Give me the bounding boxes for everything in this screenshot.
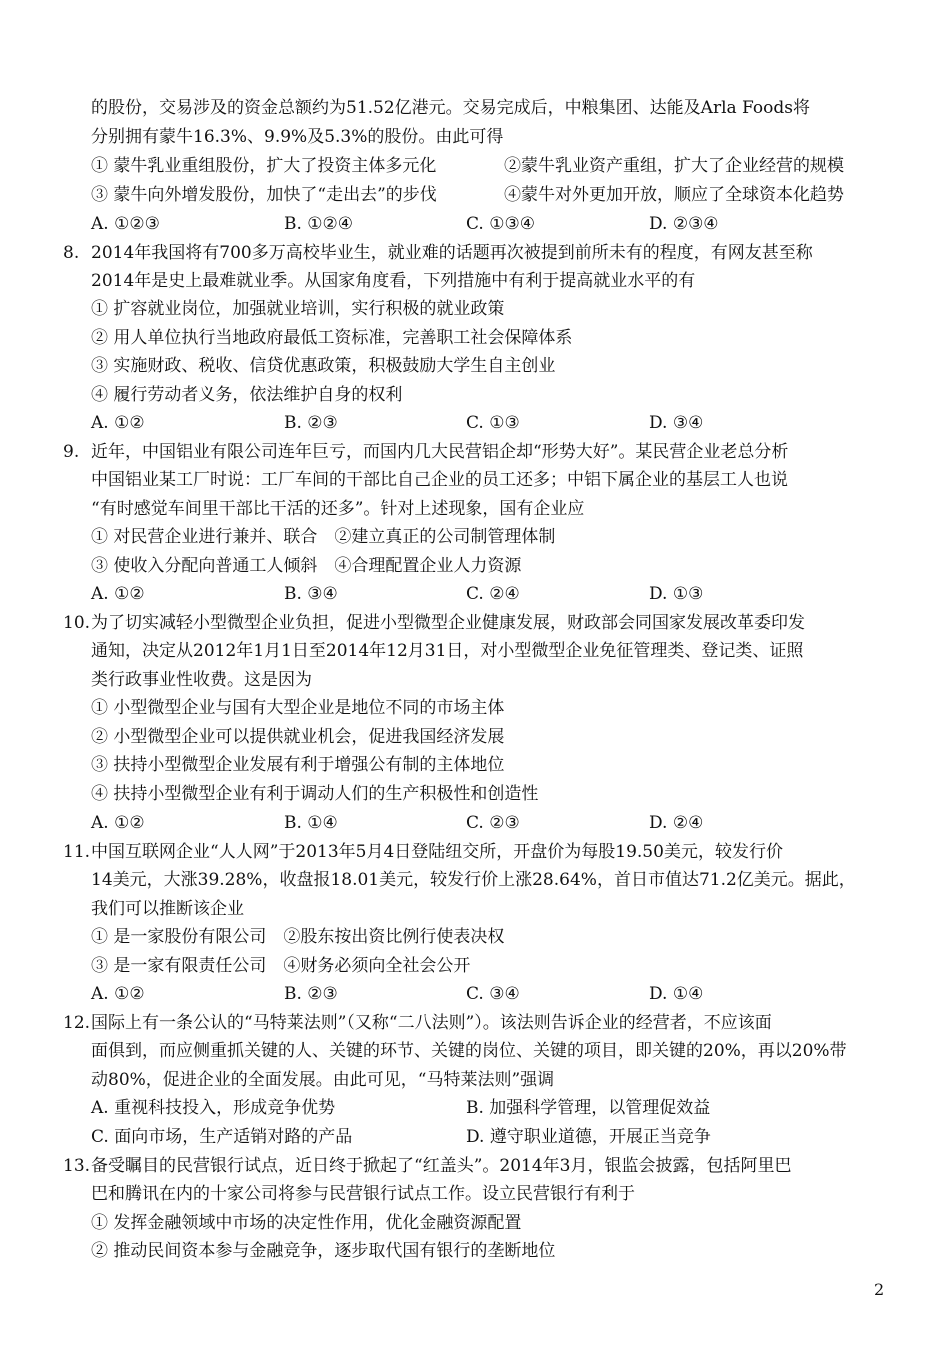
q7-option-a: A. ①②③ xyxy=(91,214,160,234)
q13-line-2: 巴和腾讯在内的十家公司将参与民营银行试点工作。设立民营银行有利于 xyxy=(91,1184,635,1204)
q7-item-4: ④蒙牛对外更加开放，顺应了全球资本化趋势 xyxy=(504,185,844,205)
q8-item-2: ② 用人单位执行当地政府最低工资标准，完善职工社会保障体系 xyxy=(91,328,573,348)
q12-line-3: 动80%，促进企业的全面发展。由此可见，“马特莱法则”强调 xyxy=(91,1070,555,1090)
q8-option-a: A. ①② xyxy=(91,413,145,433)
q12-line-1: 国际上有一条公认的“马特莱法则”（又称“二八法则”）。该法则告诉企业的经营者，不应该面 xyxy=(91,1013,772,1033)
q11-line-1: 中国互联网企业“人人网”于2013年5月4日登陆纽交所，开盘价为每股19.50美元，较发行价 xyxy=(91,842,783,862)
q12-option-d: D. 遵守职业道德，开展正当竞争 xyxy=(466,1127,711,1147)
q8-number: 8. xyxy=(63,243,80,263)
q8-line-2: 2014年是史上最难就业季。从国家角度看，下列措施中有利于提高就业水平的有 xyxy=(91,271,696,291)
q12-number: 12. xyxy=(63,1013,91,1033)
q11-option-a: A. ①② xyxy=(91,984,145,1004)
q9-option-a: A. ①② xyxy=(91,584,145,604)
q10-line-2: 通知，决定从2012年1月1日至2014年12月31日，对小型微型企业免征管理类、登记类、证照 xyxy=(91,641,804,661)
q7-option-c: C. ①③④ xyxy=(466,214,535,234)
q11-line-2: 14美元，大涨39.28%，收盘报18.01美元，较发行价上涨28.64%，首日市值达71.2亿美元。据此， xyxy=(91,870,856,890)
q7-item-2: ②蒙牛乳业资产重组，扩大了企业经营的规模 xyxy=(504,156,844,176)
q10-option-b: B. ①④ xyxy=(284,813,338,833)
q13-line-1: 备受瞩目的民营银行试点，近日终于掀起了“红盖头”。2014年3月，银监会披露，包括阿里巴 xyxy=(91,1156,792,1176)
q11-line-3: 我们可以推断该企业 xyxy=(91,899,244,919)
q11-item-row-1: ① 是一家股份有限公司 ②股东按出资比例行使表决权 xyxy=(91,927,505,947)
q13-item-1: ① 发挥金融领域中市场的决定性作用，优化金融资源配置 xyxy=(91,1213,522,1233)
q8-option-d: D. ③④ xyxy=(649,413,704,433)
q11-option-d: D. ①④ xyxy=(649,984,704,1004)
q9-option-c: C. ②④ xyxy=(466,584,520,604)
q10-number: 10. xyxy=(63,613,91,633)
q10-item-4: ④ 扶持小型微型企业有利于调动人们的生产积极性和创造性 xyxy=(91,784,539,804)
q7-option-d: D. ②③④ xyxy=(649,214,719,234)
q9-option-b: B. ③④ xyxy=(284,584,338,604)
q7-item-1: ① 蒙牛乳业重组股份，扩大了投资主体多元化 xyxy=(91,156,437,176)
q13-item-2: ② 推动民间资本参与金融竞争，逐步取代国有银行的垄断地位 xyxy=(91,1241,556,1261)
q7-item-3: ③ 蒙牛向外增发股份，加快了“走出去”的步伐 xyxy=(91,185,437,205)
page-number: 2 xyxy=(874,1280,885,1299)
q9-item-row-1: ① 对民营企业进行兼并、联合 ②建立真正的公司制管理体制 xyxy=(91,527,556,547)
q9-line-2: 中国铝业某工厂时说：工厂车间的干部比自己企业的员工还多；中铝下属企业的基层工人也说 xyxy=(91,470,788,490)
q10-line-3: 类行政事业性收费。这是因为 xyxy=(91,670,312,690)
q7-line-1: 的股份，交易涉及的资金总额约为51.52亿港元。交易完成后，中粮集团、达能及Arla Foods将 xyxy=(91,98,810,118)
q10-item-3: ③ 扶持小型微型企业发展有利于增强公有制的主体地位 xyxy=(91,755,505,775)
q9-line-3: “有时感觉车间里干部比干活的还多”。针对上述现象，国有企业应 xyxy=(91,499,585,519)
q8-line-1: 2014年我国将有700多万高校毕业生，就业难的话题再次被提到前所未有的程度，有网友甚至称 xyxy=(91,243,813,263)
q13-number: 13. xyxy=(63,1156,91,1176)
q8-item-4: ④ 履行劳动者义务，依法维护自身的权利 xyxy=(91,385,403,405)
q10-option-d: D. ②④ xyxy=(649,813,704,833)
q11-option-c: C. ③④ xyxy=(466,984,520,1004)
q10-option-c: C. ②③ xyxy=(466,813,520,833)
q10-item-1: ① 小型微型企业与国有大型企业是地位不同的市场主体 xyxy=(91,698,505,718)
q10-option-a: A. ①② xyxy=(91,813,145,833)
q7-option-b: B. ①②④ xyxy=(284,214,354,234)
q10-line-1: 为了切实减轻小型微型企业负担，促进小型微型企业健康发展，财政部会同国家发展改革委印发 xyxy=(91,613,805,633)
q10-item-2: ② 小型微型企业可以提供就业机会，促进我国经济发展 xyxy=(91,727,505,747)
q9-item-row-2: ③ 使收入分配向普通工人倾斜 ④合理配置企业人力资源 xyxy=(91,556,522,576)
q8-option-b: B. ②③ xyxy=(284,413,338,433)
q8-option-c: C. ①③ xyxy=(466,413,520,433)
q12-line-2: 面俱到，而应侧重抓关键的人、关键的环节、关键的岗位、关键的项目，即关键的20%，再以20%带 xyxy=(91,1041,847,1061)
q8-item-3: ③ 实施财政、税收、信贷优惠政策，积极鼓励大学生自主创业 xyxy=(91,356,556,376)
q9-line-1: 近年，中国铝业有限公司连年巨亏，而国内几大民营铝企却“形势大好”。某民营企业老总分析 xyxy=(91,442,789,462)
q9-number: 9. xyxy=(63,442,80,462)
q9-option-d: D. ①③ xyxy=(649,584,704,604)
q11-item-row-2: ③ 是一家有限责任公司 ④财务必须向全社会公开 xyxy=(91,956,471,976)
q12-option-b: B. 加强科学管理，以管理促效益 xyxy=(466,1098,711,1118)
q12-option-a: A. 重视科技投入，形成竞争优势 xyxy=(91,1098,336,1118)
q8-item-1: ① 扩容就业岗位，加强就业培训，实行积极的就业政策 xyxy=(91,299,505,319)
q7-line-2: 分别拥有蒙牛16.3%、9.9%及5.3%的股份。由此可得 xyxy=(91,127,504,147)
q11-option-b: B. ②③ xyxy=(284,984,338,1004)
q11-number: 11. xyxy=(63,842,91,862)
q12-option-c: C. 面向市场，生产适销对路的产品 xyxy=(91,1127,353,1147)
